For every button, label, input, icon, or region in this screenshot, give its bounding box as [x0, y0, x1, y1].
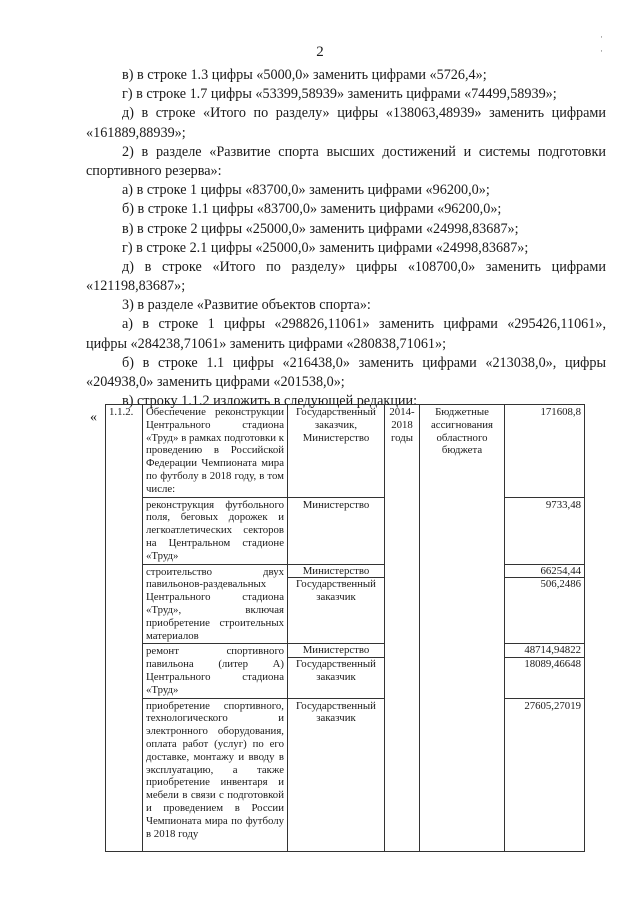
budget-table	[105, 404, 585, 852]
executor-ministry: Министерство	[288, 644, 384, 658]
table-row	[106, 405, 585, 498]
table-row	[106, 644, 585, 698]
item-name-cell: строительство двух павильонов-раздевальных Центрального стадиона «Труд», включая приобретение строительных материалов	[143, 564, 288, 644]
scan-specks: · ·	[600, 32, 603, 56]
text-line: г) в строке 2.1 цифры «25000,0» заменить цифрами «24998,83687»;	[122, 239, 529, 256]
amount-cell: 27605,27019	[505, 698, 585, 851]
period-cell	[385, 405, 420, 852]
funding-source-cell: Бюджетные ассигнования областного бюджета	[420, 405, 505, 852]
amendment-text	[86, 66, 606, 411]
executor-cell: Государственный заказчик	[288, 698, 385, 851]
executor-cell: Государственный заказчик, Министерство	[288, 405, 385, 498]
item-name-cell: ремонт спортивного павильона (литер А) Центрального стадиона «Труд»	[143, 644, 288, 698]
text-line: д) в строке «Итого по разделу» цифры «138063,48939» заменить цифрами	[122, 105, 606, 122]
amount-cell	[505, 644, 585, 698]
page-number: 2	[316, 44, 324, 60]
text-line: «204938,0» заменить цифрами «201538,0»;	[86, 374, 345, 390]
amount-cell: 9733,48	[505, 497, 585, 564]
executor-cell	[288, 644, 385, 698]
text-line: а) в строке 1 цифры «298826,11061» заменить цифрами «295426,11061»,	[122, 316, 606, 333]
table-row	[106, 564, 585, 644]
text-line: 2) в разделе «Развитие спорта высших достижений и системы подготовки	[122, 143, 606, 160]
text-line: цифры «284238,71061» заменить цифрами «280838,71061»;	[86, 335, 447, 352]
period-text: 2014- 2018 годы	[389, 406, 415, 444]
text-line: д) в строке «Итого по разделу» цифры «108700,0» заменить цифрами	[122, 258, 606, 275]
item-name-cell: приобретение спортивного, технологического и электронного оборудования, оплата работ (услуг) по его доставке, монтажу и вводу в эксплуатацию, а также приобретение инвентаря и мебели в связи с подготовкой и проведением в России Чемпионата мира по футболу в 2018 году	[143, 698, 288, 851]
text-line: в) в строке 2 цифры «25000,0» заменить цифрами «24998,83687»;	[122, 220, 519, 237]
amount-ministry: 48714,94822	[505, 644, 584, 658]
amount-customer: 506,2486	[540, 578, 581, 591]
amount-cell	[505, 564, 585, 644]
executor-ministry: Министерство	[288, 565, 384, 579]
text-line: б) в строке 1.1 цифры «216438,0» заменить цифрами «213038,0», цифры	[122, 354, 606, 371]
item-name-cell: Обеспечение реконструкции Центрального стадиона «Труд» в рамках подготовки к проведению в Российской Федерации Чемпионата мира по футболу в 2018 году, в том числе:	[143, 405, 288, 498]
item-name-cell: реконструкция футбольного поля, беговых дорожек и легкоатлетических секторов на Центральном стадионе «Труд»	[143, 497, 288, 564]
executor-cell: Министерство	[288, 497, 385, 564]
text-line: а) в строке 1 цифры «83700,0» заменить цифрами «96200,0»;	[122, 182, 490, 199]
row-number-cell: 1.1.2.	[106, 405, 143, 852]
text-line: 3) в разделе «Развитие объектов спорта»:	[122, 297, 371, 314]
executor-customer: Государственный заказчик	[296, 658, 376, 683]
text-line: «121198,83687»;	[86, 278, 186, 295]
text-line: в) в строке 1.3 цифры «5000,0» заменить цифрами «5726,4»;	[122, 67, 487, 83]
text-line: «161889,88939»;	[86, 124, 186, 141]
opening-quote: «	[90, 410, 97, 425]
table-row	[106, 497, 585, 564]
table-row	[106, 698, 585, 851]
text-line: спортивного резерва»:	[86, 162, 222, 179]
text-line: г) в строке 1.7 цифры «53399,58939» заменить цифрами «74499,58939»;	[122, 86, 557, 103]
text-line: в) строку 1.1.2 изложить в следующей редакции:	[122, 393, 418, 410]
executor-customer: Государственный заказчик	[296, 578, 376, 604]
executor-cell	[288, 564, 385, 644]
text-line: б) в строке 1.1 цифры «83700,0» заменить цифрами «96200,0»;	[122, 201, 502, 218]
amount-customer: 18089,46648	[524, 658, 581, 671]
amount-ministry: 66254,44	[505, 565, 584, 579]
amount-cell: 171608,8	[505, 405, 585, 498]
